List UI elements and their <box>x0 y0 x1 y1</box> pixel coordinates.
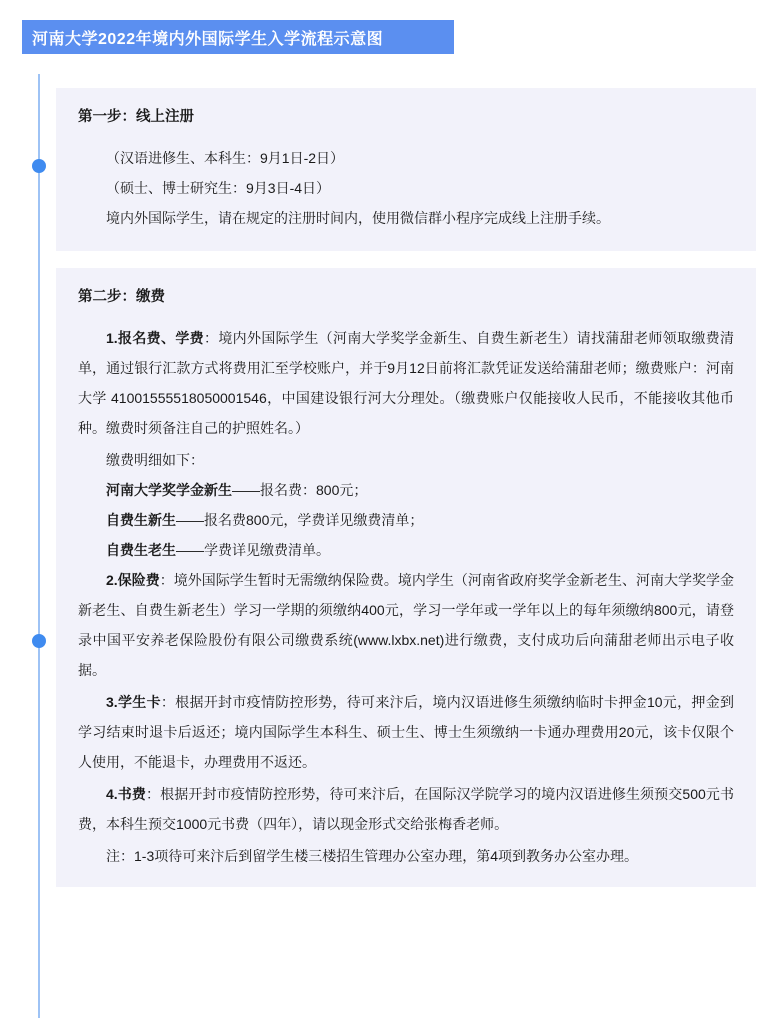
step-card-2 <box>56 268 756 887</box>
step-2-detail-1-text: ——报名费：800元； <box>232 482 368 499</box>
step-2-item-3 <box>78 687 734 777</box>
step-2-item-4 <box>78 779 734 839</box>
step-2-detail-3-text: ——学费详见缴费清单。 <box>176 542 330 559</box>
step-2-detail-1 <box>78 475 734 505</box>
step-2-detail-2 <box>78 505 734 535</box>
step-2-detail-3-label: 自费生老生 <box>106 542 176 559</box>
step-2-item-1 <box>78 323 734 443</box>
step-2-detail-1-label: 河南大学奖学金新生 <box>106 482 232 499</box>
step-1-title: 第一步：线上注册 <box>78 109 194 125</box>
step-2-detail-2-text: ——报名费800元，学费详见缴费清单； <box>176 512 424 529</box>
step-1-line-2: （硕士、博士研究生：9月3日-4日） <box>106 180 331 197</box>
step-2-item-4-label: 4.书费 <box>106 786 147 803</box>
page-header-banner <box>22 20 454 54</box>
step-2-item-2 <box>78 565 734 685</box>
step-1-line-1: （汉语进修生、本科生：9月1日-2日） <box>106 150 345 167</box>
step-2-item-1-text: ：境内外国际学生（河南大学奖学金新生、自费生新老生）请找蒲甜老师领取缴费清单，通过银行汇款方式将费用汇至学校账户，并于9月12日前将汇款凭证发送给蒲甜老师；缴费账户：河南大学 41001555518050001546，中国建设银行河大分理处。（缴费账户仅能接收人民币，不能接收其他币种。缴费时须备注自己的护照姓名。） <box>78 330 734 437</box>
step-2-note: 注：1-3项待可来汴后到留学生楼三楼招生管理办公室办理，第4项到教务办公室办理。 <box>106 848 639 865</box>
timeline-dot-step2 <box>32 634 46 648</box>
step-2-item-2-label: 2.保险费 <box>106 572 160 589</box>
step-2-detail-3 <box>78 535 734 565</box>
step-card-1 <box>56 88 756 251</box>
step-2-detail-heading: 缴费明细如下： <box>106 452 204 469</box>
step-2-detail-2-label: 自费生新生 <box>106 512 176 529</box>
step-2-item-2-text: ：境外国际学生暂时无需缴纳保险费。境内学生（河南省政府奖学金新老生、河南大学奖学金新老生、自费生新老生）学习一学期的须缴纳400元，学习一学年或一学年以上的每年须缴纳800元，请登录中国平安养老保险股份有限公司缴费系统(www.lxbx.net)进行缴费，支付成功后向蒲甜老师出示电子收据。 <box>78 572 735 679</box>
step-2-item-3-label: 3.学生卡 <box>106 694 161 711</box>
step-2-item-3-text: ：根据开封市疫情防控形势，待可来汴后，境内汉语进修生须缴纳临时卡押金10元，押金到学习结束时退卡后返还；境内国际学生本科生、硕士生、博士生须缴纳一卡通办理费用20元，该卡仅限个人使用，不能退卡，办理费用不返还。 <box>78 694 734 771</box>
page-title: 河南大学2022年境内外国际学生入学流程示意图 <box>32 30 384 48</box>
step-1-paragraph: 境内外国际学生，请在规定的注册时间内，使用微信群小程序完成线上注册手续。 <box>106 210 610 227</box>
step-2-title: 第二步：缴费 <box>78 289 165 305</box>
step-2-item-1-label: 1.报名费、学费 <box>106 330 205 347</box>
timeline-dot-step1 <box>32 159 46 173</box>
timeline-rail <box>38 74 40 1018</box>
step-2-item-4-text: ：根据开封市疫情防控形势，待可来汴后，在国际汉学院学习的境内汉语进修生须预交500元书费，本科生预交1000元书费（四年），请以现金形式交给张梅香老师。 <box>78 786 734 833</box>
